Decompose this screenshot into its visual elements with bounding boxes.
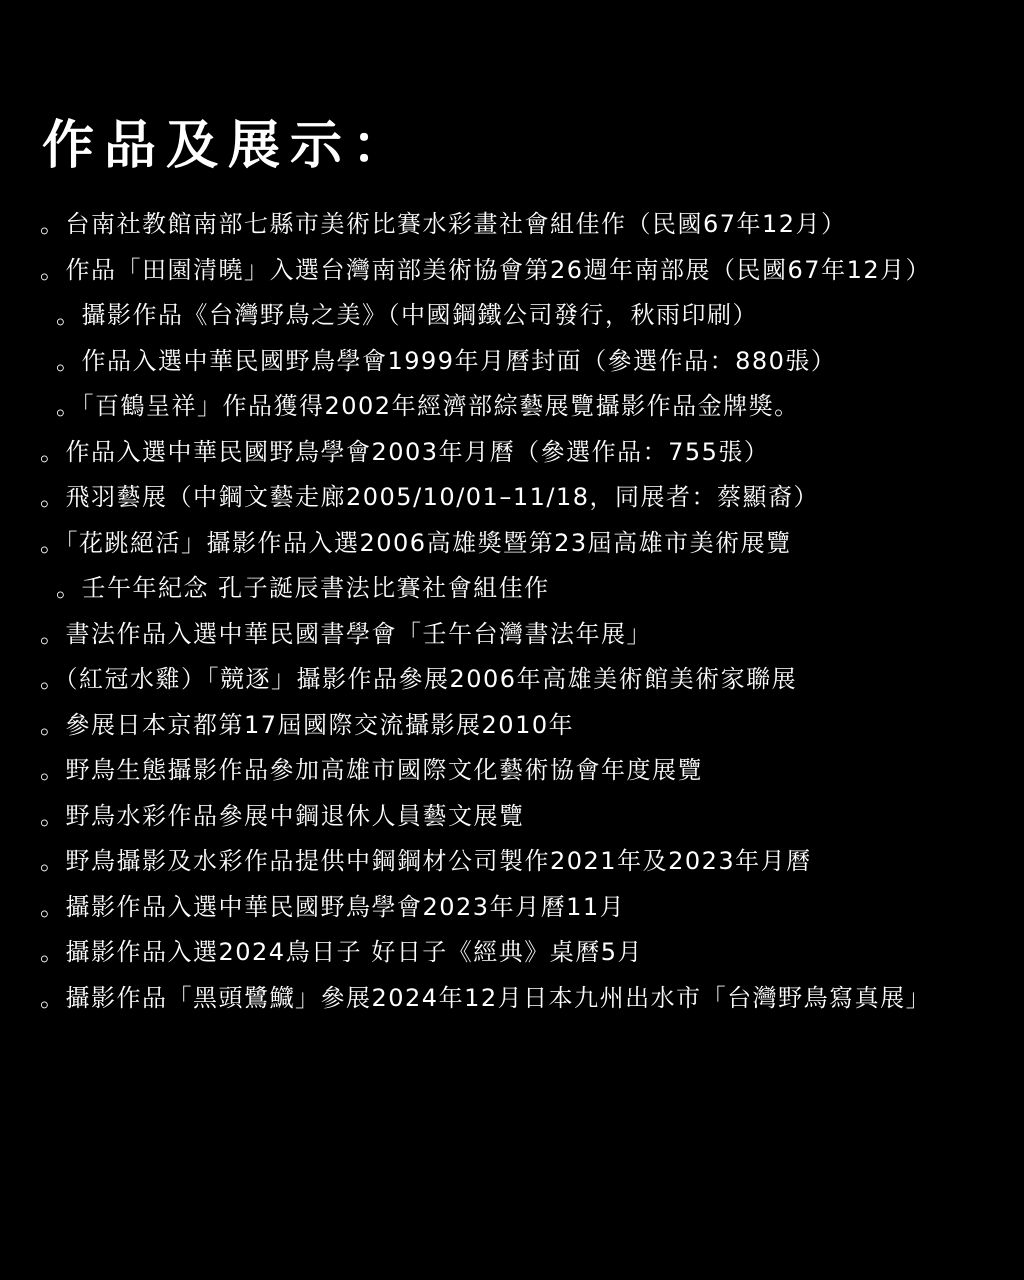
list-item: 。作品入選中華民國野鳥學會1999年月曆封面（參選作品：880張） xyxy=(56,346,837,375)
list-item: 。書法作品入選中華民國書學會「壬午台灣書法年展」 xyxy=(40,619,652,648)
list-item: 。野鳥水彩作品參展中鋼退休人員藝文展覽 xyxy=(40,801,525,830)
list-item: 。作品「田園清曉」入選台灣南部美術協會第26週年南部展（民國67年12月） xyxy=(40,255,932,284)
list-item: 。「百鶴呈祥」作品獲得2002年經濟部綜藝展覽攝影作品金牌獎。 xyxy=(56,392,800,420)
list-item: 。台南社教館南部七縣市美術比賽水彩畫社會組佳作（民國67年12月） xyxy=(40,210,847,238)
list-item: 。攝影作品入選2024鳥日子 好日子《經典》桌曆5月 xyxy=(40,938,643,966)
list-item: 。攝影作品入選中華民國野鳥學會2023年月曆11月 xyxy=(40,892,626,921)
list-item: 。「花跳絕活」攝影作品入選2006高雄獎暨第23屆高雄市美術展覽 xyxy=(40,528,792,557)
list-item: 。攝影作品《台灣野鳥之美》（中國鋼鐵公司發行，秋雨印刷） xyxy=(56,301,758,329)
list-item: 。參展日本京都第17屆國際交流攝影展2010年 xyxy=(40,710,575,739)
list-item: 。攝影作品「黑頭鷺鱵」參展2024年12月日本九州出水市「台灣野鳥寫真展」 xyxy=(40,983,932,1012)
list-item: 。飛羽藝展（中鋼文藝走廊2005/10/01–11/18，同展者：蔡顯裔） xyxy=(40,483,819,511)
list-item: 。（紅冠水雞）「競逐」攝影作品參展2006年高雄美術館美術家聯展 xyxy=(40,665,798,693)
works-list xyxy=(40,202,990,1021)
list-item: 。壬午年紀念 孔子誕辰書法比賽社會組佳作 xyxy=(56,574,550,602)
list-item: 。作品入選中華民國野鳥學會2003年月曆（參選作品：755張） xyxy=(40,437,770,466)
page-title: 作品及展示： xyxy=(42,116,415,176)
list-item: 。野鳥生態攝影作品參加高雄市國際文化藝術協會年度展覽 xyxy=(40,756,703,784)
list-item: 。野鳥攝影及水彩作品提供中鋼鋼材公司製作2021年及2023年月曆 xyxy=(40,847,812,875)
